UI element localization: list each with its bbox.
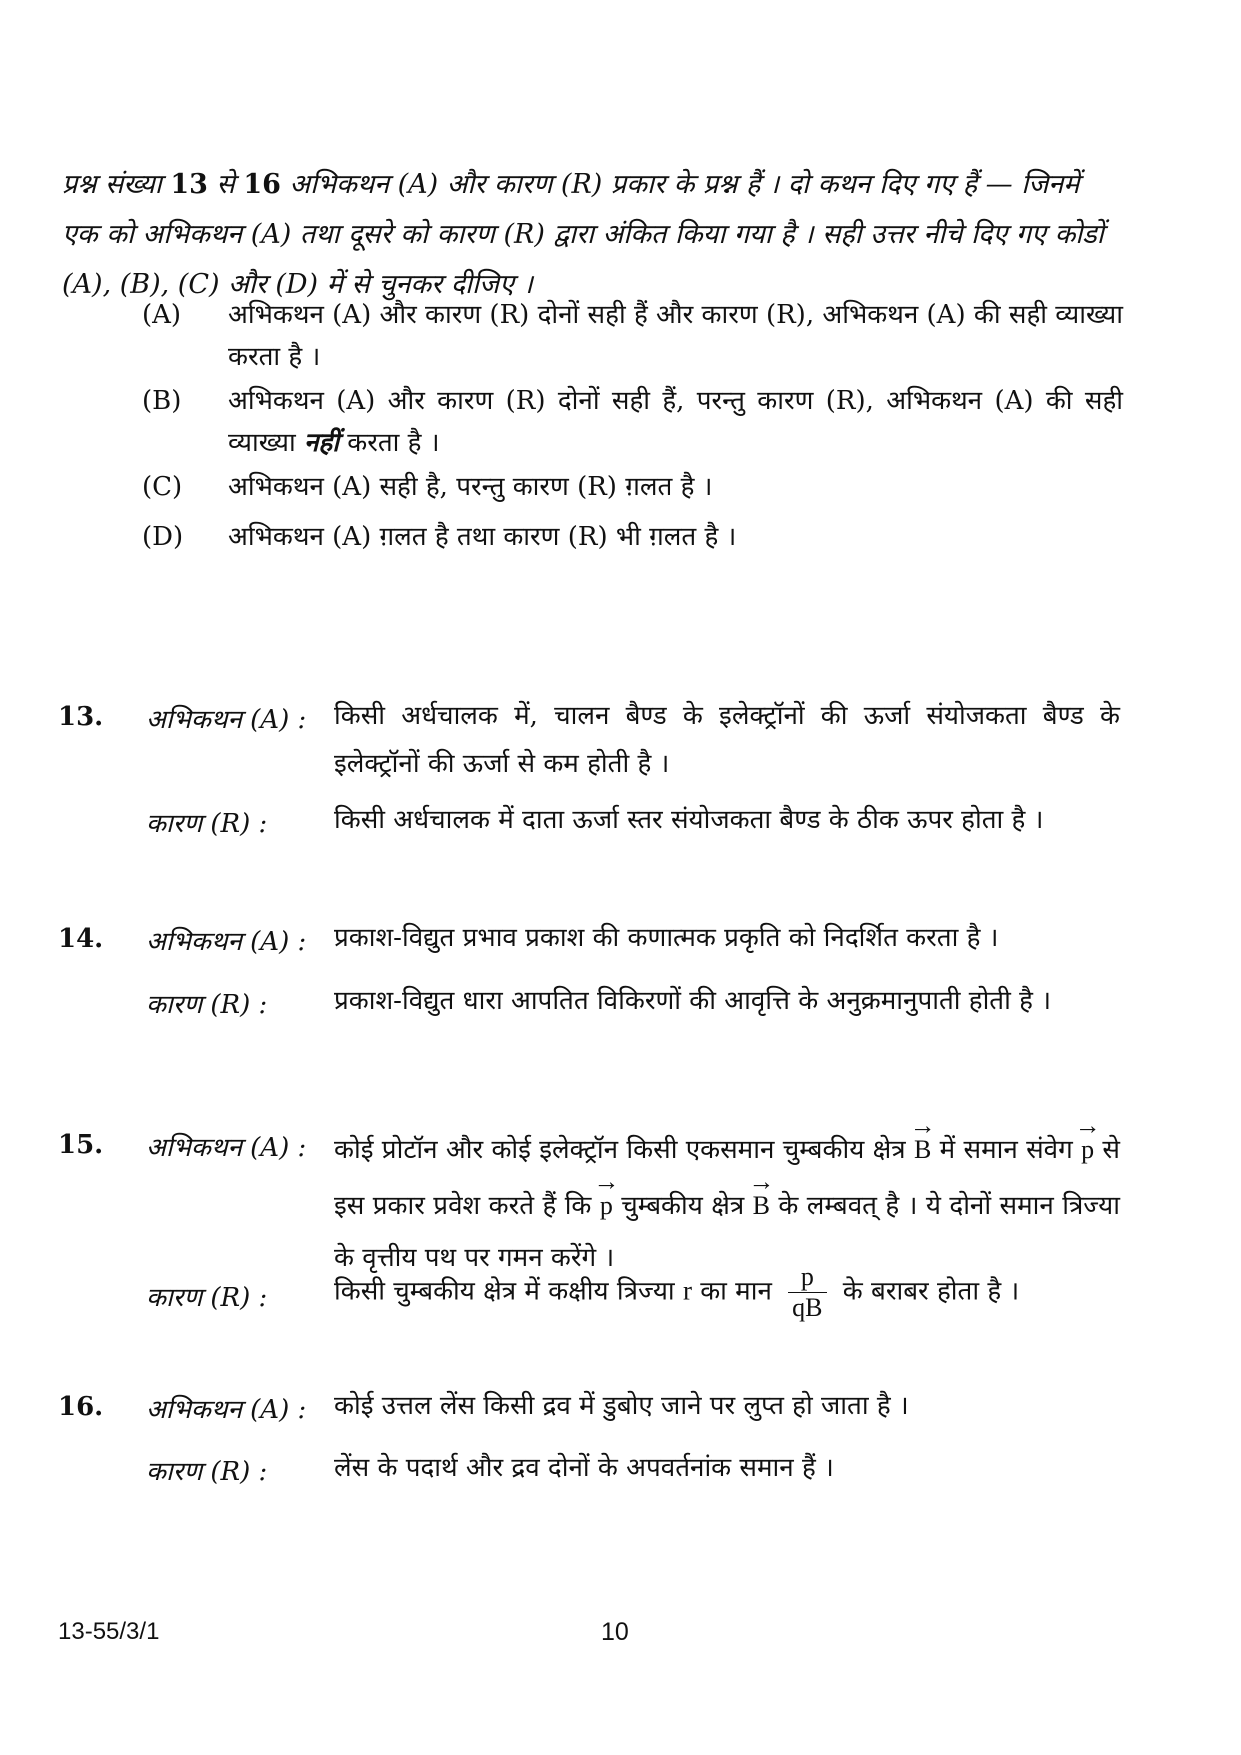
option-text: अभिकथन (A) और कारण (R) दोनों सही हैं और कारण (R), अभिकथन (A) की सही व्याख्या करता है । <box>228 300 1123 372</box>
instructions-num-to: 16 <box>243 169 281 200</box>
reason-text-part: का मान <box>691 1276 781 1307</box>
assertion-text-part: में समान संवेग <box>931 1135 1082 1165</box>
option-text: अभिकथन (A) सही है, परन्तु कारण (R) ग़लत है । <box>228 472 713 502</box>
fraction-denominator: qB <box>792 1293 823 1322</box>
vector-p-symbol: → p <box>600 1176 613 1232</box>
instructions-num-from: 13 <box>170 169 208 200</box>
assertion-label: अभिकथन (A) : <box>146 705 307 735</box>
assertion-label: अभिकथन (A) : <box>146 1395 307 1425</box>
question-number-13: 13. <box>58 702 104 732</box>
fraction-numerator: p <box>788 1262 826 1293</box>
assertion-text-part: के लम्बवत् है । ये दोनों समान त्रिज्या के वृत्तीय पथ पर गमन करेंगे । <box>334 1191 1120 1273</box>
assertion-text-part: से इस प्रकार प्रवेश करते हैं कि <box>334 1135 1121 1221</box>
reason-label: कारण (R) : <box>146 809 268 839</box>
page-number: 10 <box>601 1618 629 1646</box>
reason-text-part: के बराबर होता है । <box>834 1276 1020 1307</box>
reason-text-13: किसी अर्धचालक में दाता ऊर्जा स्तर संयोजकता बैण्ड के ठीक ऊपर होता है । <box>334 805 1044 835</box>
question-number-16: 16. <box>58 1392 104 1422</box>
option-letter: (B) <box>142 386 182 416</box>
option-text-part: करता है । <box>338 428 440 458</box>
reason-text-part: किसी चुम्बकीय क्षेत्र में कक्षीय त्रिज्या <box>334 1276 683 1307</box>
assertion-text-15 <box>334 1120 1120 1284</box>
vector-b-symbol: → B <box>753 1176 770 1232</box>
reason-label: कारण (R) : <box>146 990 268 1020</box>
assertion-label: अभिकथन (A) : <box>146 927 307 957</box>
option-emphasis: नहीं <box>304 428 339 458</box>
reason-label: कारण (R) : <box>146 1457 268 1487</box>
radius-symbol: r <box>682 1275 692 1306</box>
assertion-text-13: किसी अर्धचालक में, चालन बैण्ड के इलेक्ट्रॉनों की ऊर्जा संयोजकता बैण्ड के इलेक्ट्रॉनों की ऊर्जा से कम होती है । <box>334 701 1120 779</box>
option-letter: (D) <box>142 522 184 552</box>
instructions-text: से <box>207 169 244 200</box>
reason-label: कारण (R) : <box>146 1283 268 1313</box>
assertion-text-part: कोई प्रोटॉन और कोई इलेक्ट्रॉन किसी एकसमान चुम्बकीय क्षेत्र <box>334 1135 914 1165</box>
option-text <box>228 380 1123 464</box>
instructions-text: अभिकथन (A) और कारण (R) प्रकार के प्रश्न हैं । दो कथन दिए गए हैं — जिनमें एक को अभिकथन (A) तथा दूसरे को कारण (R) द्वारा अंकित किया गया है । सही उत्तर नीचे दिए गए कोडों (A), (B), (C) और (D) में से चुनकर दीजिए । <box>62 169 1104 300</box>
reason-text-14: प्रकाश-विद्युत धारा आपतित विकिरणों की आवृत्ति के अनुक्रमानुपाती होती है । <box>334 986 1052 1016</box>
assertion-text-16: कोई उत्तल लेंस किसी द्रव में डुबोए जाने पर लुप्त हो जाता है । <box>334 1391 909 1421</box>
vector-b-symbol: → B <box>914 1120 931 1176</box>
instructions-paragraph <box>62 160 1122 310</box>
fraction-p-over-qb <box>788 1262 826 1323</box>
assertion-label: अभिकथन (A) : <box>146 1133 307 1163</box>
question-number-15: 15. <box>58 1130 104 1160</box>
assertion-text-part: चुम्बकीय क्षेत्र <box>612 1191 753 1221</box>
instructions-text: प्रश्न संख्या <box>62 169 171 200</box>
option-text-part: अभिकथन (A) और कारण (R) दोनों सही हैं, परन्तु कारण (R), अभिकथन (A) की सही व्याख्या <box>228 386 1123 458</box>
option-letter: (C) <box>142 472 183 502</box>
assertion-text-14: प्रकाश-विद्युत प्रभाव प्रकाश की कणात्मक प्रकृति को निदर्शित करता है । <box>334 923 999 953</box>
reason-text-16: लेंस के पदार्थ और द्रव दोनों के अपवर्तनांक समान हैं । <box>334 1453 834 1483</box>
paper-code: 13-55/3/1 <box>58 1618 160 1645</box>
option-letter: (A) <box>142 300 182 330</box>
reason-text-15 <box>334 1262 1120 1323</box>
option-text: अभिकथन (A) ग़लत है तथा कारण (R) भी ग़लत है । <box>228 522 737 552</box>
question-number-14: 14. <box>58 924 104 954</box>
vector-p-symbol: → p <box>1081 1120 1094 1176</box>
